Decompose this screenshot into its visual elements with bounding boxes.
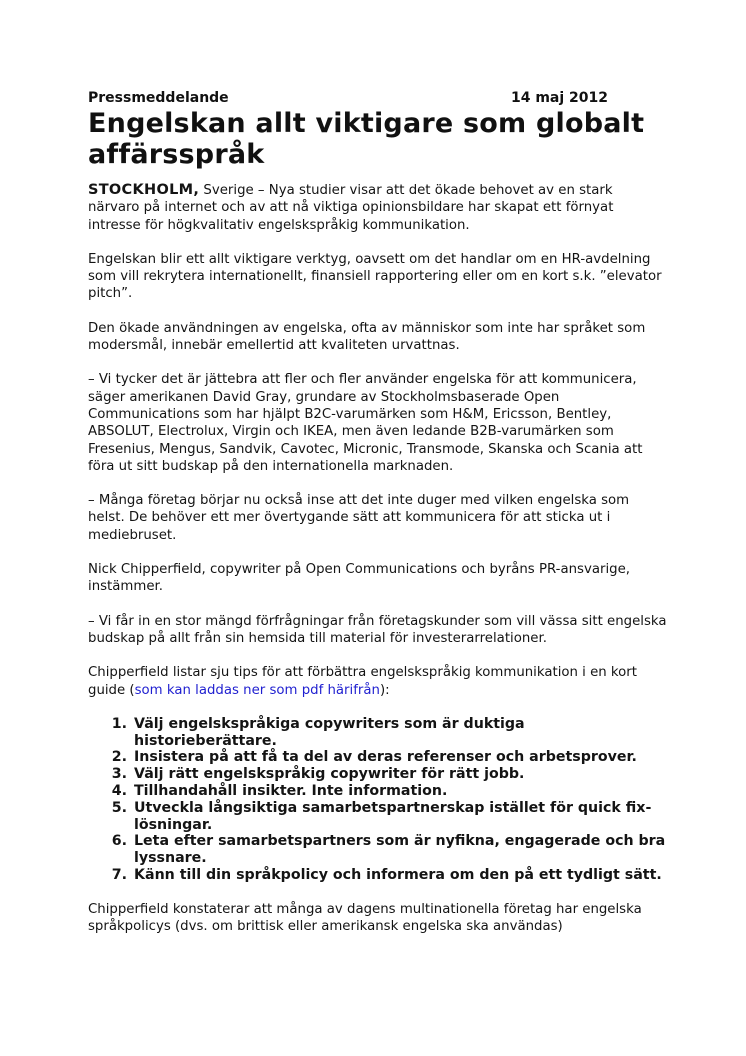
list-item: 3. Välj rätt engelskspråkig copywriter för rätt jobb. [132, 766, 668, 783]
pdf-download-link[interactable]: som kan laddas ner som pdf härifrån [134, 682, 380, 698]
paragraph-nick-chipperfield: Nick Chipperfield, copywriter på Open Communications och byråns PR-ansvarige, instämmer. [88, 562, 631, 595]
intro-text: Sverige – Nya studier visar att det ökade behovet av en stark närvaro på internet och av att nå viktiga opinionsbildare har skapat ett förnyat intresse för högkvalitativ engelskspråkig kommunikation. [88, 183, 614, 233]
paragraph-david-gray-quote: – Vi tycker det är jättebra att fler och fler använder engelska för att kommunicera, säger amerikanen David Gray, grundare av Stockholmsbaserade Open Communications som har hjälpt B2C-varumärken som H&M, Ericsson, Bentley, ABSOLUT, Electrolux, Virgin och IKEA, men även ledande B2B-varumärken som Fresenius, Mengus, Sandvik, Cavotec, Micronic, Transmode, Skanska och Scania att föra ut sitt budskap på den internationella marknaden. [88, 372, 643, 474]
list-item: 1. Välj engelskspråkiga copywriters som är duktiga historieberättare. [132, 716, 668, 750]
list-item: 2. Insistera på att få ta del av deras referenser och arbetsprover. [132, 749, 668, 766]
press-header [88, 90, 608, 108]
article-body [88, 182, 668, 952]
release-date: 14 maj 2012 [510, 90, 608, 106]
list-item: 4. Tillhandahåll insikter. Inte information. [132, 783, 668, 800]
paragraph-companies-realize: – Många företag börjar nu också inse att det inte duger med vilken engelska som helst. De behöver ett mer övertygande sätt att kommunicera för att sticka ut i mediebruset. [88, 493, 630, 543]
paragraph-guide [88, 664, 668, 699]
list-item: 5. Utveckla långsiktiga samarbetspartnerskap istället för quick fix-lösningar. [132, 800, 668, 834]
paragraph-quality: Den ökade användningen av engelska, ofta av människor som inte har språket som modersmål, innebär emellertid att kvaliteten urvattnas. [88, 320, 646, 354]
list-item: 6. Leta efter samarbetspartners som är nyfikna, engagerade och bra lyssnare. [132, 833, 668, 867]
paragraph-language-policy: Chipperfield konstaterar att många av dagens multinationella företag har engelska språkpolicys (dvs. om brittisk eller amerikansk engelska ska användas) [88, 901, 642, 935]
list-item: 7. Känn till din språkpolicy och informera om den på ett tydligt sätt. [132, 867, 668, 884]
guide-text-before: Chipperfield listar sju tips för att förbättra engelskspråkig kommunikation i en kort guide ( [88, 665, 637, 698]
paragraph-intro [88, 182, 668, 234]
guide-text-after: ): [379, 682, 390, 698]
press-release-label: Pressmeddelande [88, 90, 229, 106]
tips-list [88, 716, 668, 884]
page-title: Engelskan allt viktigare som globalt affärsspråk [88, 108, 645, 170]
paragraph-english-tool: Engelskan blir ett allt viktigare verktyg, oavsett om det handlar om en HR-avdelning som vill rekrytera internationellt, finansiell rapportering eller om en kort s.k. ”elevator pitch”. [88, 251, 662, 302]
paragraph-requests-quote: – Vi får in en stor mängd förfrågningar från företagskunder som vill vässa sitt engelska budskap på allt från sin hemsida till material för investerarrelationer. [88, 613, 667, 646]
dateline-city: STOCKHOLM, [88, 182, 200, 198]
